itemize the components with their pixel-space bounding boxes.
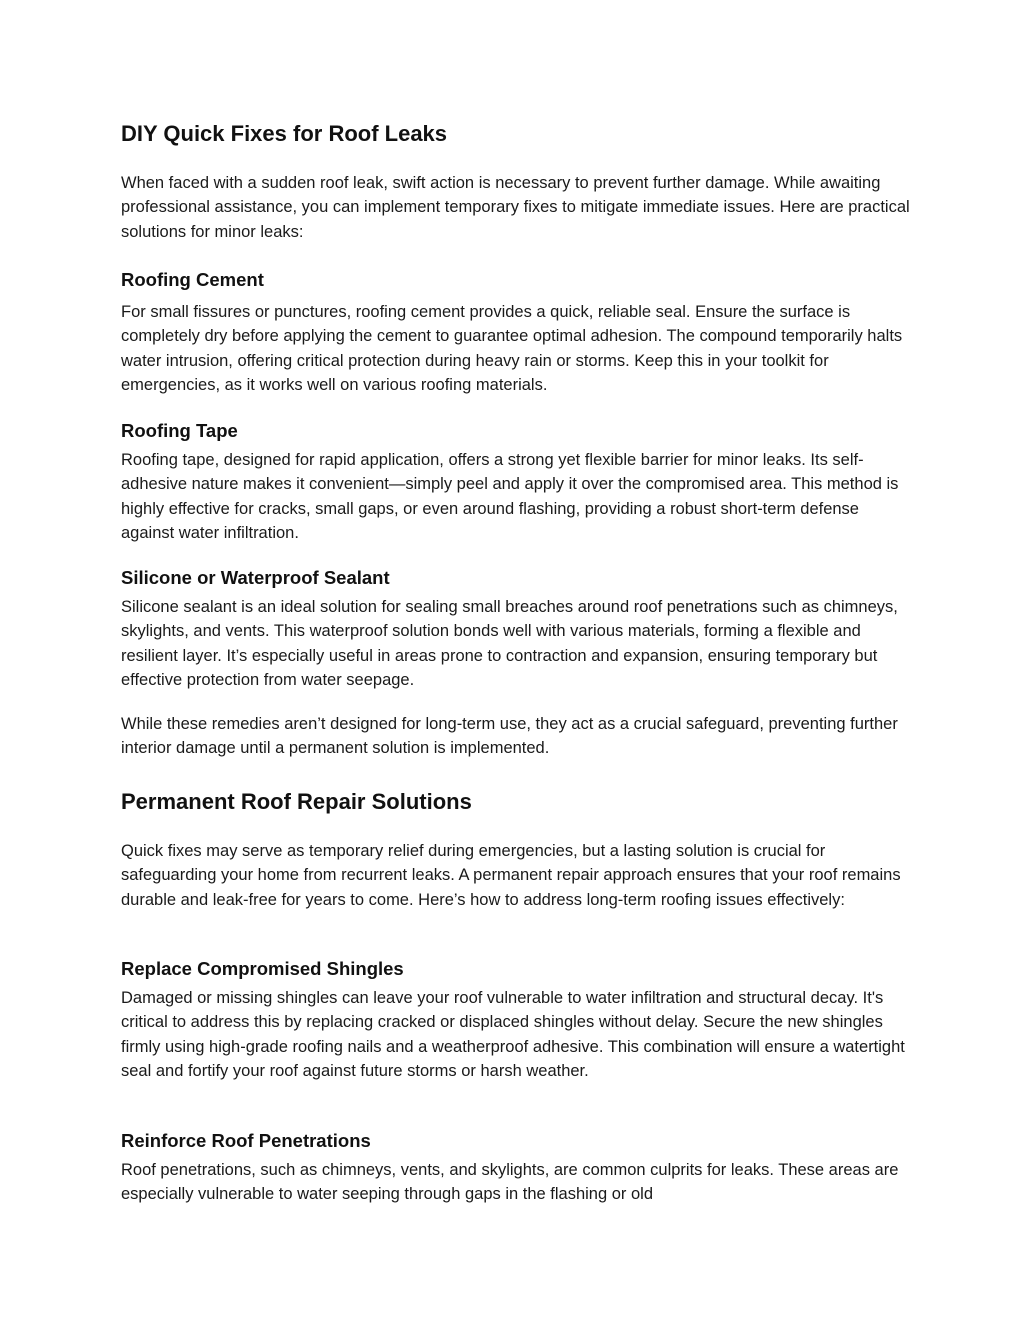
subsection-body-roofing-cement: For small fissures or punctures, roofing cement provides a quick, reliable seal. Ensure the surface is completely dry before applying the cement to guarantee optimal adhesion. The compound temporarily halts water intrusion, offering critical protection during heavy rain or storms. Keep this in your toolkit for emergencies, as it works well on various roofing materials. <box>121 303 903 394</box>
subsection-body-silicone-sealant: Silicone sealant is an ideal solution for sealing small breaches around roof penetrations such as chimneys, skylights, and vents. This waterproof solution bonds well with various materials, forming a flexible and resilient layer. It’s especially useful in areas prone to contraction and expansion, ensuring temporary but effective protection from water seepage. <box>121 598 898 689</box>
subsection-title-reinforce-penetrations: Reinforce Roof Penetrations <box>121 1130 371 1151</box>
subsection-title-replace-shingles: Replace Compromised Shingles <box>121 958 404 979</box>
subsection-title-roofing-cement: Roofing Cement <box>121 269 264 290</box>
subsection-body-replace-shingles: Damaged or missing shingles can leave your roof vulnerable to water infiltration and structural decay. It's critical to address this by replacing cracked or displaced shingles without delay. Secure the new shingles firmly using high-grade roofing nails and a weatherproof adhesive. This combination will ensure a watertight seal and fortify your roof against future storms or harsh weather. <box>121 989 905 1080</box>
section-intro-permanent-repair: Quick fixes may serve as temporary relief during emergencies, but a lasting solution is crucial for safeguarding your home from recurrent leaks. A permanent repair approach ensures that your roof remains durable and leak-free for years to come. Here’s how to address long-term roofing issues effectively: <box>121 842 901 909</box>
subsection-title-roofing-tape: Roofing Tape <box>121 420 238 441</box>
subsection-body-roofing-tape: Roofing tape, designed for rapid application, offers a strong yet flexible barrier for minor leaks. Its self-adhesive nature makes it convenient—simply peel and apply it over the compromised area. This method is highly effective for cracks, small gaps, or even around flashing, providing a robust short-term defense against water infiltration. <box>121 451 899 542</box>
section-intro-diy-quick-fixes: When faced with a sudden roof leak, swift action is necessary to prevent further damage. While awaiting professional assistance, you can implement temporary fixes to mitigate immediate issues. Here are practical solutions for minor leaks: <box>121 174 910 241</box>
subsection-title-silicone-sealant: Silicone or Waterproof Sealant <box>121 567 390 588</box>
subsection-body-reinforce-penetrations: Roof penetrations, such as chimneys, vents, and skylights, are common culprits for leaks. These areas are especially vulnerable to water seeping through gaps in the flashing or old <box>121 1161 899 1204</box>
section-title-permanent-repair: Permanent Roof Repair Solutions <box>121 789 472 814</box>
section-closing-diy-quick-fixes: While these remedies aren’t designed for long-term use, they act as a crucial safeguard, preventing further interior damage until a permanent solution is implemented. <box>121 715 898 758</box>
section-title-diy-quick-fixes: DIY Quick Fixes for Roof Leaks <box>121 121 448 146</box>
